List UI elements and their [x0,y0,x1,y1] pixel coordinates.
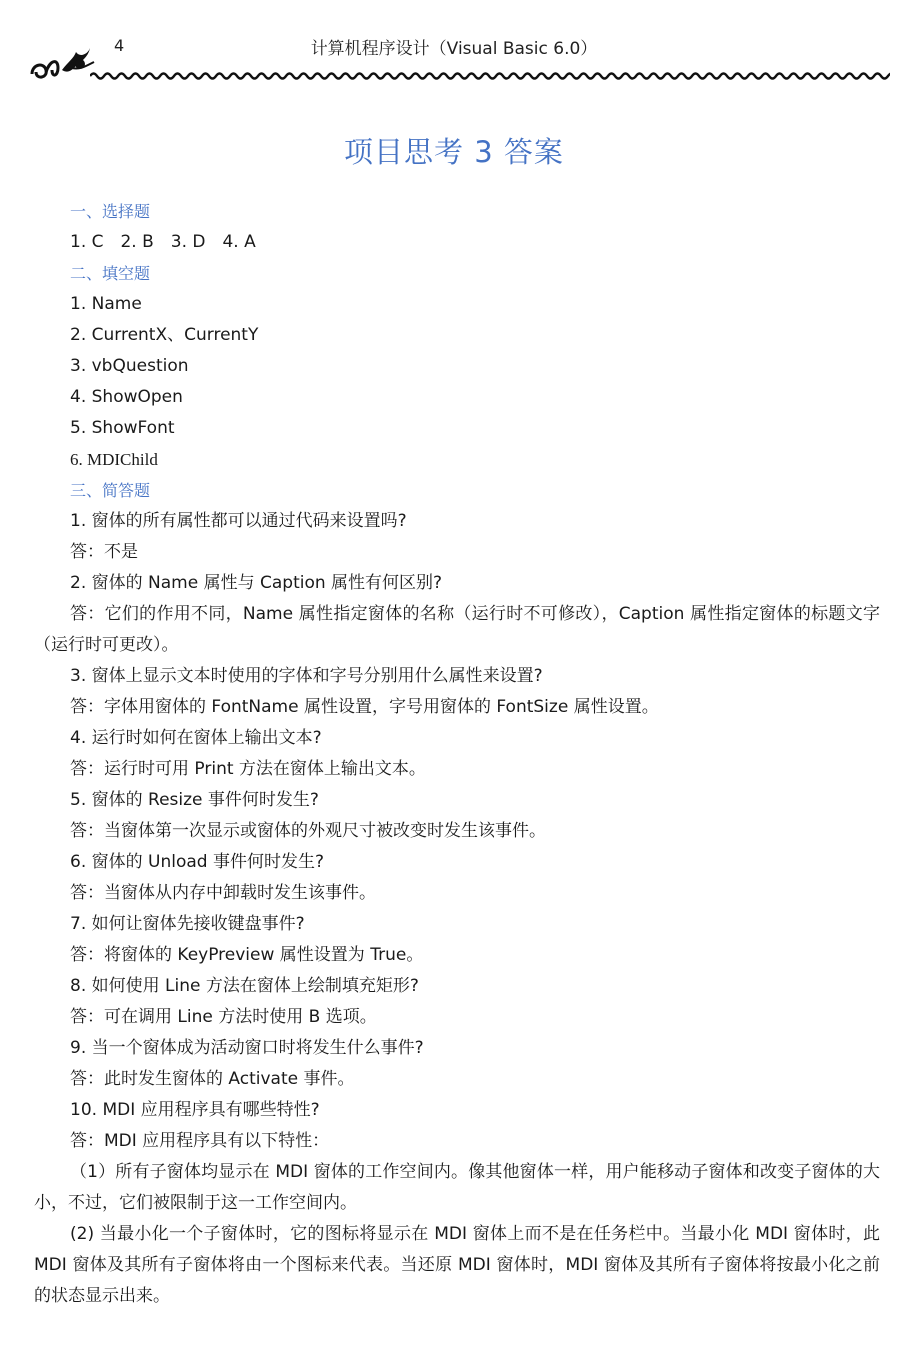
fill-answer: 6. MDIChild [70,450,158,469]
answer: 答：不是 [70,542,138,562]
question: 6. 窗体的 Unload 事件何时发生? [70,852,325,872]
section-heading-fill: 二、填空题 [70,264,151,283]
fill-answer: 4. ShowOpen [70,387,183,407]
section-heading-short: 三、简答题 [70,481,151,500]
choice-answers: 1. C 2. B 3. D 4. A [70,232,256,252]
question: 8. 如何使用 Line 方法在窗体上绘制填充矩形? [70,976,419,996]
answer: 答：运行时可用 Print 方法在窗体上输出文本。 [70,759,426,779]
fill-answer: 5. ShowFont [70,418,175,438]
answer-paragraph: （1）所有子窗体均显示在 MDI 窗体的工作空间内。像其他窗体一样，用户能移动子窗体和改变子窗体的大小，不过，它们被限制于这一工作空间内。 [34,1162,880,1213]
fill-answer: 3. vbQuestion [70,356,189,376]
answer-paragraph: (2) 当最小化一个子窗体时，它的图标将显示在 MDI 窗体上而不是在任务栏中。当最小化 MDI 窗体时，此 MDI 窗体及其所有子窗体将由一个图标来代表。当还原 MDI 窗体时，MDI 窗体及其所有子窗体将按最小化之前的状态显示出来。 [34,1224,880,1306]
question: 10. MDI 应用程序具有哪些特性? [70,1100,320,1120]
question: 2. 窗体的 Name 属性与 Caption 属性有何区别? [70,573,443,593]
answer: 答：可在调用 Line 方法时使用 B 选项。 [70,1007,377,1027]
answer-content [34,196,880,1312]
question: 7. 如何让窗体先接收键盘事件? [70,914,305,934]
answer: 答：此时发生窗体的 Activate 事件。 [70,1069,355,1089]
wavy-header-rule [90,68,890,82]
answer: 答：MDI 应用程序具有以下特性： [70,1131,330,1151]
question: 1. 窗体的所有属性都可以通过代码来设置吗? [70,511,407,531]
page-header [0,0,908,100]
answer: 答：字体用窗体的 FontName 属性设置，字号用窗体的 FontSize 属性设置。 [70,697,659,717]
question: 9. 当一个窗体成为活动窗口时将发生什么事件? [70,1038,424,1058]
answer: 答：当窗体从内存中卸载时发生该事件。 [70,883,376,903]
question: 5. 窗体的 Resize 事件何时发生? [70,790,319,810]
answer: 答：它们的作用不同，Name 属性指定窗体的名称（运行时不可修改），Caption 属性指定窗体的标题文字（运行时可更改）。 [34,604,880,655]
fill-answer: 1. Name [70,294,142,314]
fill-answer: 2. CurrentX、CurrentY [70,325,259,345]
question: 3. 窗体上显示文本时使用的字体和字号分别用什么属性来设置? [70,666,543,686]
answer: 答：当窗体第一次显示或窗体的外观尺寸被改变时发生该事件。 [70,821,546,841]
page-number: 4 [114,36,125,55]
section-heading-choice: 一、选择题 [70,202,151,221]
running-title: 计算机程序设计（Visual Basic 6.0） [310,39,598,59]
page-title: 项目思考 3 答案 [344,135,564,169]
answer: 答：将窗体的 KeyPreview 属性设置为 True。 [70,945,424,965]
question: 4. 运行时如何在窗体上输出文本? [70,728,322,748]
